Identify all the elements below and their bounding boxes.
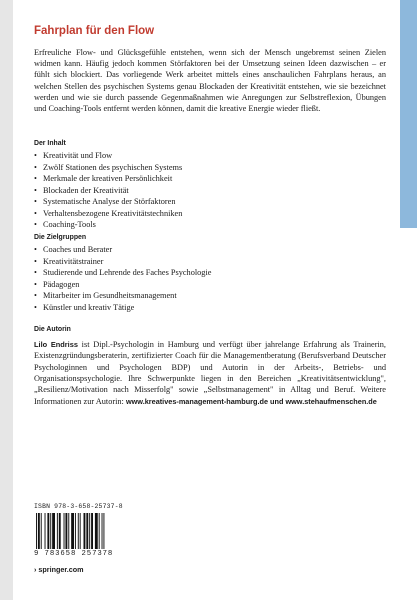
barcode (34, 513, 132, 551)
list-item: • Systematische Analyse der Störfaktoren (34, 196, 386, 208)
list-item: • Studierende und Lehrende des Faches Psychologie (34, 267, 386, 279)
author-link-1[interactable]: www.kreatives-management-hamburg.de (125, 396, 269, 406)
section-heading-zielgruppen: Die Zielgruppen (34, 234, 87, 241)
author-bio (34, 339, 386, 407)
list-item: • Coaches und Berater (34, 244, 386, 256)
author-link-2[interactable]: www.stehaufmenschen.de (285, 396, 377, 406)
section-heading-inhalt: Der Inhalt (34, 140, 66, 147)
section-heading-autorin: Die Autorin (34, 326, 71, 333)
link-joiner: und (268, 396, 286, 406)
barcode-digits: 9 783658 257378 (34, 550, 114, 558)
publisher-link[interactable]: › springer.com (34, 565, 84, 574)
color-tab (400, 0, 417, 228)
list-item: • Kreativität und Flow (34, 150, 386, 162)
list-item: • Blockaden der Kreativität (34, 185, 386, 197)
list-item: • Mitarbeiter im Gesundheitsmanagement (34, 290, 386, 302)
spine-edge (0, 0, 13, 600)
list-item: • Kreativitätstrainer (34, 256, 386, 268)
cover-title: Fahrplan für den Flow (34, 25, 155, 37)
author-bio-text: ist Dipl.-Psychologin in Hamburg und verfügt über jahrelange Erfahrung als Trainerin, Existenzgründungsberaterin, zertifizierter Coach für die Managementberatung (Berufsverband Deutscher Psychologinnen und Psychologen BDP) und Autorin in der Arbeits-, Betriebs- und Organisationspsychologie. Ihre Schwerpunkte liegen in den Bereichen „Kreativitätsentwicklung", „Resilienz/Motivation nach Misserfolg" sowie „Selbstmanagement" in Alltag und Beruf. Weitere Informationen zur Autorin: (34, 340, 386, 406)
intro-paragraph: Erfreuliche Flow- und Glücksgefühle entstehen, wenn sich der Mensch ungebremst seinen Zielen widmen kann. Häufig jedoch kommen Störfaktoren bei der Umsetzung seinen Ideen dazwischen – er fühlt sich blockiert. Das vorliegende Werk arbeitet mittels eines anschaulichen Fahrplans heraus, an welchen Stellen des psychischen Systems genau Blockaden der Kreativität entstehen, wie sie bezeichnet werden und wie sie durch passende Gegenmaßnahmen wie Anregungen zur Selbstreflexion, Übungen und Coaching-Tools entfernt werden können, damit die kreative Energie wieder fließt. (34, 48, 386, 114)
list-item: • Künstler und kreativ Tätige (34, 302, 386, 314)
list-item: • Zwölf Stationen des psychischen Systems (34, 162, 386, 174)
list-item: • Merkmale der kreativen Persönlichkeit (34, 173, 386, 185)
list-item: • Pädagogen (34, 279, 386, 291)
list-item: • Verhaltensbezogene Kreativitätstechniken (34, 208, 386, 220)
list-item: • Coaching-Tools (34, 219, 386, 231)
zielgruppen-list (34, 244, 386, 313)
inhalt-list (34, 150, 386, 231)
author-name: Lilo Endriss (34, 340, 78, 349)
isbn-label: ISBN 978-3-658-25737-8 (34, 503, 123, 510)
